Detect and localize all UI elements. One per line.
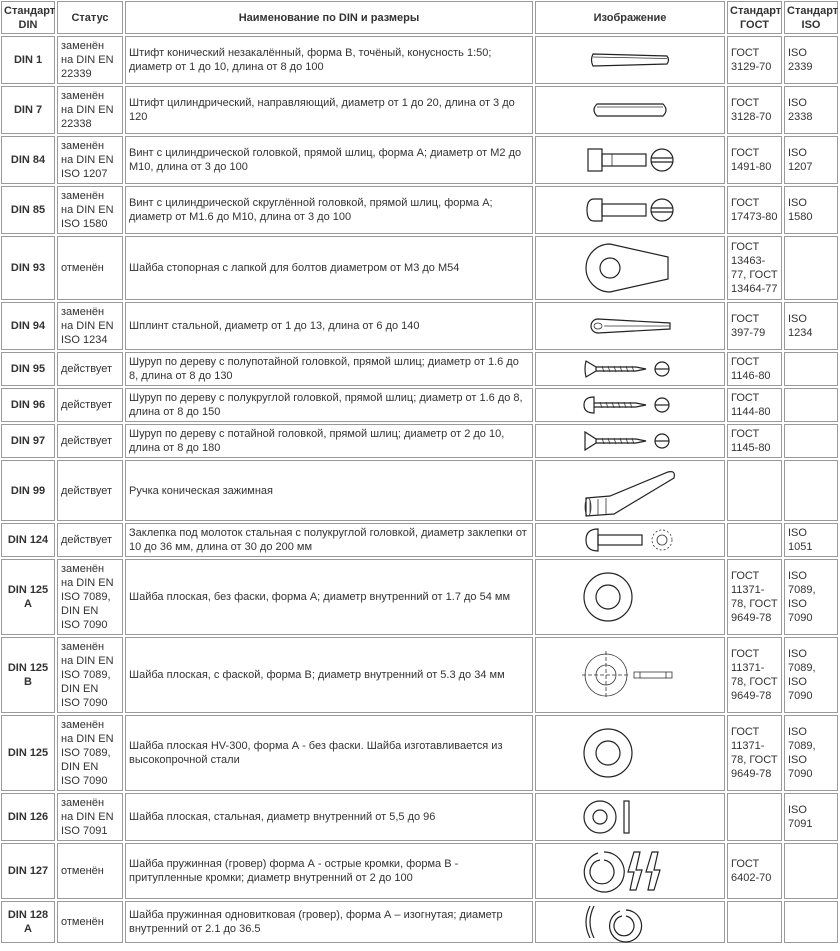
table-row [1,460,838,521]
gost-cell: ГОСТ 3128-70 [727,86,782,134]
gost-cell: ГОСТ 17473-80 [727,186,782,234]
status-cell: отменён [57,901,123,943]
image-cell [535,36,725,84]
cylindrical-pin-icon [585,95,675,125]
name-cell: Шайба пружинная (гровер) форма А - острые кромки, форма B - притупленные кромки; диаметр внутренний от 2 до 100 [125,843,533,899]
iso-cell [784,843,838,899]
tab-washer-icon [580,239,680,297]
table-row [1,901,838,943]
gost-cell: ГОСТ 397-79 [727,302,782,350]
din-cell: DIN 126 [1,793,55,841]
gost-cell [727,523,782,557]
gost-cell: ГОСТ 13463-77, ГОСТ 13464-77 [727,236,782,300]
iso-cell: ISO 1207 [784,136,838,184]
iso-cell: ISO 2339 [784,36,838,84]
status-cell: заменён на DIN EN ISO 7091 [57,793,123,841]
table-row [1,793,838,841]
gost-cell: ГОСТ 1146-80 [727,352,782,386]
table-row [1,424,838,458]
table-row [1,352,838,386]
iso-cell [784,424,838,458]
status-cell: заменён на DIN EN ISO 7089, DIN EN ISO 7090 [57,637,123,713]
tapered-pin-icon [585,45,675,75]
status-cell: отменён [57,843,123,899]
din-cell: DIN 96 [1,388,55,422]
image-cell [535,86,725,134]
rivet-icon [582,526,678,554]
iso-cell: ISO 7089, ISO 7090 [784,637,838,713]
table-row [1,236,838,300]
gost-cell [727,793,782,841]
status-cell: заменён на DIN EN ISO 7089, DIN EN ISO 7090 [57,559,123,635]
name-cell: Шайба пружинная одновитковая (гровер), форма А – изогнутая; диаметр внутренний от 2.1 до 36.5 [125,901,533,943]
image-cell [535,236,725,300]
gost-cell [727,901,782,943]
table-row [1,843,838,899]
iso-cell: ISO 7089, ISO 7090 [784,715,838,791]
gost-cell: ГОСТ 1145-80 [727,424,782,458]
iso-cell [784,460,838,521]
status-cell: отменён [57,236,123,300]
name-cell: Штифт конический незакалённый, форма B, точёный, конусность 1:50; диаметр от 1 до 10, длина от 8 до 100 [125,36,533,84]
table-row [1,637,838,713]
din-cell: DIN 125 B [1,637,55,713]
status-cell: заменён на DIN EN ISO 7089, DIN EN ISO 7090 [57,715,123,791]
image-cell [535,559,725,635]
image-cell [535,424,725,458]
pan-head-screw-icon [582,192,678,228]
gost-cell: ГОСТ 1491-80 [727,136,782,184]
image-cell [535,460,725,521]
name-cell: Винт с цилиндрической головкой, прямой шлиц, форма А; диаметр от М2 до М10, длина от 3 до 100 [125,136,533,184]
din-cell: DIN 85 [1,186,55,234]
status-cell: заменён на DIN EN 22338 [57,86,123,134]
table-row [1,559,838,635]
name-cell: Штифт цилиндрический, направляющий, диаметр от 1 до 20, длина от 3 до 120 [125,86,533,134]
name-cell: Заклепка под молоток стальная с полукруглой головкой, диаметр заклепки от 10 до 36 мм, длина от 30 до 200 мм [125,523,533,557]
status-cell: заменён на DIN EN ISO 1580 [57,186,123,234]
din-cell: DIN 99 [1,460,55,521]
iso-cell [784,352,838,386]
din-cell: DIN 95 [1,352,55,386]
gost-cell: ГОСТ 11371-78, ГОСТ 9649-78 [727,715,782,791]
image-cell [535,793,725,841]
table-row [1,523,838,557]
din-cell: DIN 93 [1,236,55,300]
status-cell: заменён на DIN EN ISO 1234 [57,302,123,350]
iso-cell [784,388,838,422]
status-cell: действует [57,424,123,458]
table-row [1,36,838,84]
header-name: Наименование по DIN и размеры [125,1,533,34]
table-row [1,302,838,350]
image-cell [535,388,725,422]
image-cell [535,186,725,234]
image-cell [535,302,725,350]
name-cell: Шайба плоская, с фаской, форма B; диаметр внутренний от 5.3 до 34 мм [125,637,533,713]
din-cell: DIN 84 [1,136,55,184]
status-cell: действует [57,388,123,422]
table-header-row [1,1,838,34]
curved-spring-washer-icon [580,902,680,942]
table-row [1,186,838,234]
name-cell: Ручка коническая зажимная [125,460,533,521]
header-iso: Стандарт ISO [784,1,838,34]
din-cell: DIN 128 A [1,901,55,943]
name-cell: Шайба плоская, без фаски, форма А; диаметр внутренний от 1.7 до 54 мм [125,559,533,635]
image-cell [535,843,725,899]
din-cell: DIN 97 [1,424,55,458]
name-cell: Шплинт стальной, диаметр от 1 до 13, длина от 6 до 140 [125,302,533,350]
image-cell [535,715,725,791]
image-cell [535,136,725,184]
gost-cell: ГОСТ 1144-80 [727,388,782,422]
raised-countersunk-wood-screw-icon [582,357,678,381]
countersunk-wood-screw-icon [582,429,678,453]
flat-washer-hv-icon [580,720,680,786]
status-cell: действует [57,523,123,557]
image-cell [535,901,725,943]
gost-cell: ГОСТ 11371-78, ГОСТ 9649-78 [727,637,782,713]
iso-cell [784,901,838,943]
status-cell: действует [57,352,123,386]
name-cell: Шайба плоская, стальная, диаметр внутренний от 5,5 до 96 [125,793,533,841]
gost-cell: ГОСТ 6402-70 [727,843,782,899]
cheese-head-screw-icon [582,142,678,178]
name-cell: Шайба стопорная с лапкой для болтов диаметром от М3 до М54 [125,236,533,300]
din-cell: DIN 124 [1,523,55,557]
din-cell: DIN 94 [1,302,55,350]
status-cell: заменён на DIN EN 22339 [57,36,123,84]
din-cell: DIN 127 [1,843,55,899]
table-row [1,136,838,184]
flat-washer-icon [580,564,680,630]
din-cell: DIN 7 [1,86,55,134]
iso-cell: ISO 1234 [784,302,838,350]
steel-washer-icon [580,795,680,839]
iso-cell: ISO 2338 [784,86,838,134]
header-status: Статус [57,1,123,34]
chamfered-washer-icon [580,644,680,706]
gost-cell: ГОСТ 3129-70 [727,36,782,84]
din-cell: DIN 125 [1,715,55,791]
name-cell: Шуруп по дереву с полупотайной головкой, прямой шлиц; диаметр от 1.6 до 8, длина от 8 до 130 [125,352,533,386]
table-row [1,86,838,134]
name-cell: Шайба плоская HV-300, форма А - без фаски. Шайба изготавливается из высокопрочной стали [125,715,533,791]
gost-cell: ГОСТ 11371-78, ГОСТ 9649-78 [727,559,782,635]
table-row [1,715,838,791]
gost-cell [727,460,782,521]
table-row [1,388,838,422]
image-cell [535,352,725,386]
status-cell: заменён на DIN EN ISO 1207 [57,136,123,184]
name-cell: Винт с цилиндрической скруглённой головкой, прямой шлиц, форма А; диаметр от М1.6 до М10, длина от 3 до 100 [125,186,533,234]
image-cell [535,523,725,557]
iso-cell: ISO 1051 [784,523,838,557]
status-cell: действует [57,460,123,521]
din-cell: DIN 1 [1,36,55,84]
name-cell: Шуруп по дереву с полукруглой головкой, прямой шлиц; диаметр от 1.6 до 8, длина от 8 до 150 [125,388,533,422]
round-head-wood-screw-icon [582,393,678,417]
name-cell: Шуруп по дереву с потайной головкой, прямой шлиц; диаметр от 2 до 10, длина от 8 до 180 [125,424,533,458]
iso-cell: ISO 7091 [784,793,838,841]
iso-cell [784,236,838,300]
split-pin-icon [582,311,678,341]
header-din: Стандарт DIN [1,1,55,34]
spring-washer-icon [580,846,680,896]
iso-cell: ISO 7089, ISO 7090 [784,559,838,635]
iso-cell: ISO 1580 [784,186,838,234]
image-cell [535,637,725,713]
din-cell: DIN 125 A [1,559,55,635]
header-image: Изображение [535,1,725,34]
clamping-handle-icon [580,462,680,520]
header-gost: Стандарт ГОСТ [727,1,782,34]
